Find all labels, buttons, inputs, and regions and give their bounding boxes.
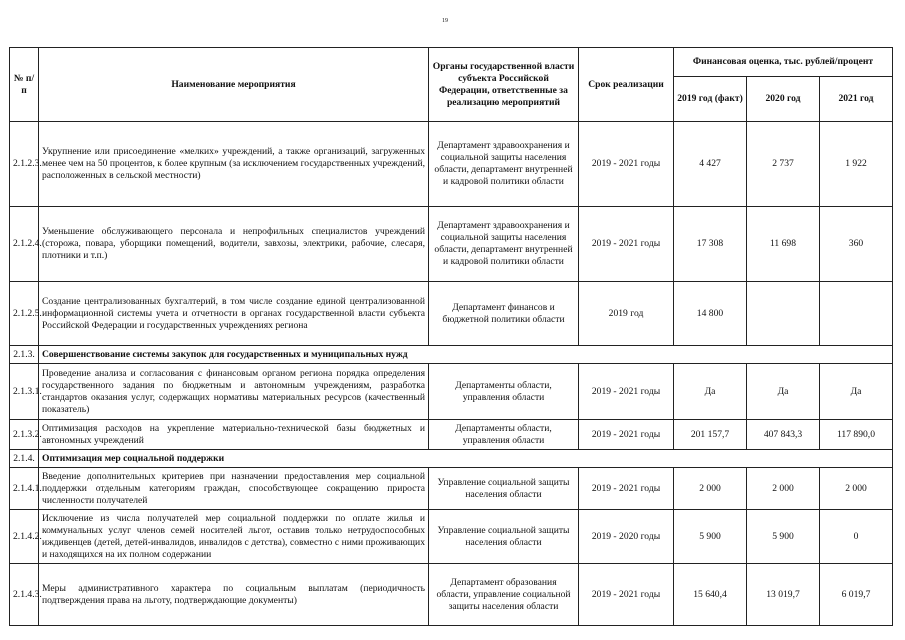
value-2019: 15 640,4 <box>674 564 747 626</box>
row-number: 2.1.3.2. <box>10 420 39 450</box>
measure-name: Меры административного характера по социальным выплатам (периодичность подтверждения права на льготу, подтверждающие документы) <box>39 564 429 626</box>
table-row <box>10 122 893 207</box>
row-number: 2.1.4.1. <box>10 468 39 510</box>
responsible-body: Департамент финансов и бюджетной политики области <box>429 282 579 346</box>
value-2021: 6 019,7 <box>820 564 893 626</box>
section-title: Совершенствование системы закупок для государственных и муниципальных нужд <box>39 346 893 364</box>
value-2019: Да <box>674 364 747 420</box>
implementation-term: 2019 год <box>579 282 674 346</box>
implementation-term: 2019 - 2021 годы <box>579 468 674 510</box>
measure-name: Исключение из числа получателей мер социальной поддержки по оплате жилья и коммунальных услуг членов семей носителей льгот, оставив только нетрудоспособных иждивенцев (детей, детей-инвалидов, инвалидов с детства), совместно с ними проживающих и находящихся на их полном содержании <box>39 510 429 564</box>
value-2020: 5 900 <box>747 510 820 564</box>
table-row <box>10 207 893 282</box>
row-number: 2.1.3. <box>10 346 39 364</box>
implementation-term: 2019 - 2021 годы <box>579 564 674 626</box>
value-2020: 13 019,7 <box>747 564 820 626</box>
measure-name: Проведение анализа и согласования с финансовым органом региона порядка определения государственного задания по бюджетным и автономным учреждениям, разработка стандартов оказания услуг, содержащих нормативы материальных ресурсов (качественный показатель) <box>39 364 429 420</box>
measures-table <box>9 47 893 626</box>
page-number: 19 <box>442 18 448 24</box>
table-row <box>10 564 893 626</box>
row-number: 2.1.2.4. <box>10 207 39 282</box>
row-number: 2.1.2.5. <box>10 282 39 346</box>
responsible-body: Департаменты области, управления области <box>429 364 579 420</box>
row-number: 2.1.4.2. <box>10 510 39 564</box>
value-2020: 2 737 <box>747 122 820 207</box>
implementation-term: 2019 - 2021 годы <box>579 420 674 450</box>
header-2020: 2020 год <box>747 77 820 122</box>
section-title: Оптимизация мер социальной поддержки <box>39 450 893 468</box>
value-2019: 17 308 <box>674 207 747 282</box>
table-row <box>10 282 893 346</box>
value-2019: 201 157,7 <box>674 420 747 450</box>
header-2021: 2021 год <box>820 77 893 122</box>
value-2019: 4 427 <box>674 122 747 207</box>
header-term: Срок реализации <box>579 48 674 122</box>
section-row <box>10 346 893 364</box>
section-row <box>10 450 893 468</box>
value-2020 <box>747 282 820 346</box>
measure-name: Укрупнение или присоединение «мелких» учреждений, а также организаций, загруженных менее чем на 50 процентов, к более крупным (за исключением государственных учреждений, расположенных в сельской местности) <box>39 122 429 207</box>
value-2021: Да <box>820 364 893 420</box>
table-row <box>10 510 893 564</box>
value-2019: 2 000 <box>674 468 747 510</box>
header-2019: 2019 год (факт) <box>674 77 747 122</box>
header-row <box>10 48 893 77</box>
table-body <box>10 122 893 626</box>
responsible-body: Департамент здравоохранения и социальной защиты населения области, департамент внутренней и кадровой политики области <box>429 122 579 207</box>
value-2021 <box>820 282 893 346</box>
row-number: 2.1.3.1. <box>10 364 39 420</box>
responsible-body: Департаменты области, управления области <box>429 420 579 450</box>
measure-name: Введение дополнительных критериев при назначении предоставления мер социальной поддержки отдельным категориям граждан, способствующее сокращению прироста численности получателей <box>39 468 429 510</box>
value-2021: 2 000 <box>820 468 893 510</box>
value-2021: 360 <box>820 207 893 282</box>
measure-name: Уменьшение обслуживающего персонала и непрофильных специалистов учреждений (сторожа, повара, уборщики помещений, водители, завхозы, электрики, рабочие, слесаря, плотники и т.п.) <box>39 207 429 282</box>
value-2020: Да <box>747 364 820 420</box>
table-row <box>10 364 893 420</box>
implementation-term: 2019 - 2020 годы <box>579 510 674 564</box>
header-org: Органы государственной власти субъекта Российской Федерации, ответственные за реализацию мероприятий <box>429 48 579 122</box>
value-2021: 0 <box>820 510 893 564</box>
value-2019: 14 800 <box>674 282 747 346</box>
implementation-term: 2019 - 2021 годы <box>579 122 674 207</box>
table-row <box>10 468 893 510</box>
implementation-term: 2019 - 2021 годы <box>579 364 674 420</box>
responsible-body: Департамент здравоохранения и социальной защиты населения области, департамент внутренней и кадровой политики области <box>429 207 579 282</box>
header-name: Наименование мероприятия <box>39 48 429 122</box>
value-2019: 5 900 <box>674 510 747 564</box>
measure-name: Оптимизация расходов на укрепление материально-технической базы бюджетных и автономных учреждений <box>39 420 429 450</box>
header-num: № п/п <box>10 48 39 122</box>
responsible-body: Управление социальной защиты населения области <box>429 468 579 510</box>
value-2021: 117 890,0 <box>820 420 893 450</box>
table-row <box>10 420 893 450</box>
responsible-body: Департамент образования области, управление социальной защиты населения области <box>429 564 579 626</box>
value-2020: 407 843,3 <box>747 420 820 450</box>
responsible-body: Управление социальной защиты населения области <box>429 510 579 564</box>
value-2020: 2 000 <box>747 468 820 510</box>
value-2020: 11 698 <box>747 207 820 282</box>
row-number: 2.1.4.3. <box>10 564 39 626</box>
row-number: 2.1.2.3. <box>10 122 39 207</box>
header-finance: Финансовая оценка, тыс. рублей/процент <box>674 48 893 77</box>
value-2021: 1 922 <box>820 122 893 207</box>
measure-name: Создание централизованных бухгалтерий, в том числе создание единой централизованной информационной системы учета и отчетности в органах государственной власти субъекта Российской Федерации и государственных учреждениях региона <box>39 282 429 346</box>
row-number: 2.1.4. <box>10 450 39 468</box>
implementation-term: 2019 - 2021 годы <box>579 207 674 282</box>
